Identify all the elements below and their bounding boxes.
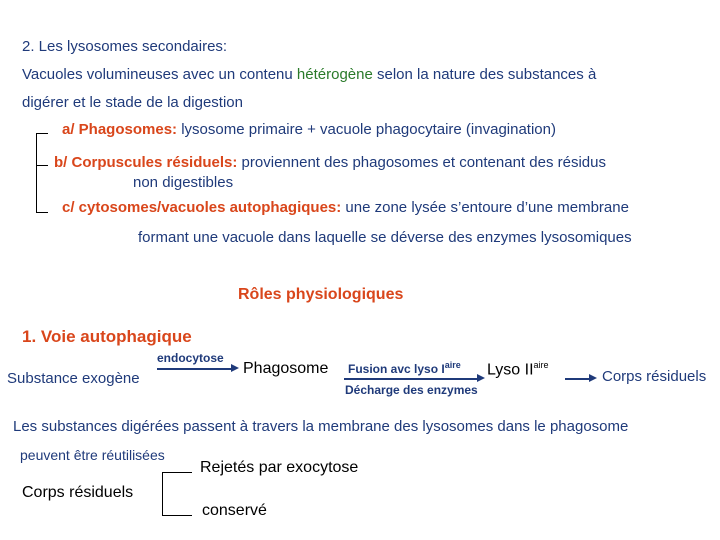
flow-arrow-1-head xyxy=(231,364,239,372)
bottom-bracket-tick-top xyxy=(162,472,192,473)
voie-title: 1. Voie autophagique xyxy=(22,327,192,346)
flow-arrow-3-head xyxy=(589,374,597,382)
flow-phagosome: Phagosome xyxy=(243,360,329,377)
intro-part1: Vacuoles volumineuses xyxy=(22,66,179,83)
item-c-title: c/ cytosomes/vacuoles autophagiques: xyxy=(62,199,342,216)
flow-fusion-sup: aire xyxy=(444,360,461,370)
intro-line-1 xyxy=(22,66,596,83)
item-c-text-2: formant une vacuole dans laquelle se déverse des enzymes lysosomiques xyxy=(138,229,632,246)
item-b-text-2: non digestibles xyxy=(133,174,234,191)
items-bracket-tick-a xyxy=(36,133,48,134)
section-title: Rôles physiologiques xyxy=(238,286,404,303)
paragraph: Les substances digérées passent à travers la membrane des lysosomes dans le phagosome xyxy=(13,418,629,435)
item-c-text: une zone lysée s’entoure d’une membrane xyxy=(341,199,629,216)
intro-part3: hétérogène xyxy=(296,66,373,83)
flow-arrow-2-line xyxy=(344,378,479,380)
corps-residuels-2: Corps résiduels xyxy=(22,484,134,501)
item-b xyxy=(54,154,606,171)
rejetes-text: Rejetés par exocytose xyxy=(200,459,359,476)
flow-substance: Substance exogène xyxy=(7,370,140,387)
item-c xyxy=(62,199,629,216)
flow-lyso2-sup: aire xyxy=(533,360,549,370)
heading: 2. Les lysosomes secondaires: xyxy=(22,38,228,55)
flow-decharge-label: Décharge des enzymes xyxy=(345,383,478,397)
flow-corps-residuels: Corps résiduels xyxy=(602,368,707,385)
items-bracket-tick-b xyxy=(36,165,48,166)
conserve-text: conservé xyxy=(202,502,267,519)
flow-arrow-3-line xyxy=(565,378,591,380)
item-a xyxy=(62,121,556,138)
flow-endocytose-label: endocytose xyxy=(157,351,224,365)
item-a-text: lysosome primaire + vacuole phagocytaire (invagination) xyxy=(177,121,556,138)
item-b-text: proviennent des phagosomes et contenant des résidus xyxy=(237,154,606,171)
bottom-bracket-tick-bottom xyxy=(162,515,192,516)
flow-lyso2-text: Lyso II xyxy=(487,361,534,379)
intro-line-2: digérer et le stade de la digestion xyxy=(22,94,243,111)
item-a-title: a/ Phagosomes: xyxy=(62,121,178,138)
flow-lyso2 xyxy=(487,360,549,379)
flow-fusion-label xyxy=(348,360,461,376)
flow-fusion-text: Fusion avc lyso I xyxy=(348,362,445,376)
intro-part2: avec un contenu xyxy=(178,66,297,83)
bottom-bracket-vertical xyxy=(162,472,163,516)
flow-arrow-1-line xyxy=(157,368,233,370)
item-b-title: b/ Corpuscules résiduels: xyxy=(54,154,238,171)
items-bracket-tick-c xyxy=(36,212,48,213)
flow-arrow-2-head xyxy=(477,374,485,382)
items-bracket-vertical xyxy=(36,133,37,212)
intro-part4: selon la nature des substances à xyxy=(372,66,597,83)
reuse-text: peuvent être réutilisées xyxy=(20,447,165,463)
